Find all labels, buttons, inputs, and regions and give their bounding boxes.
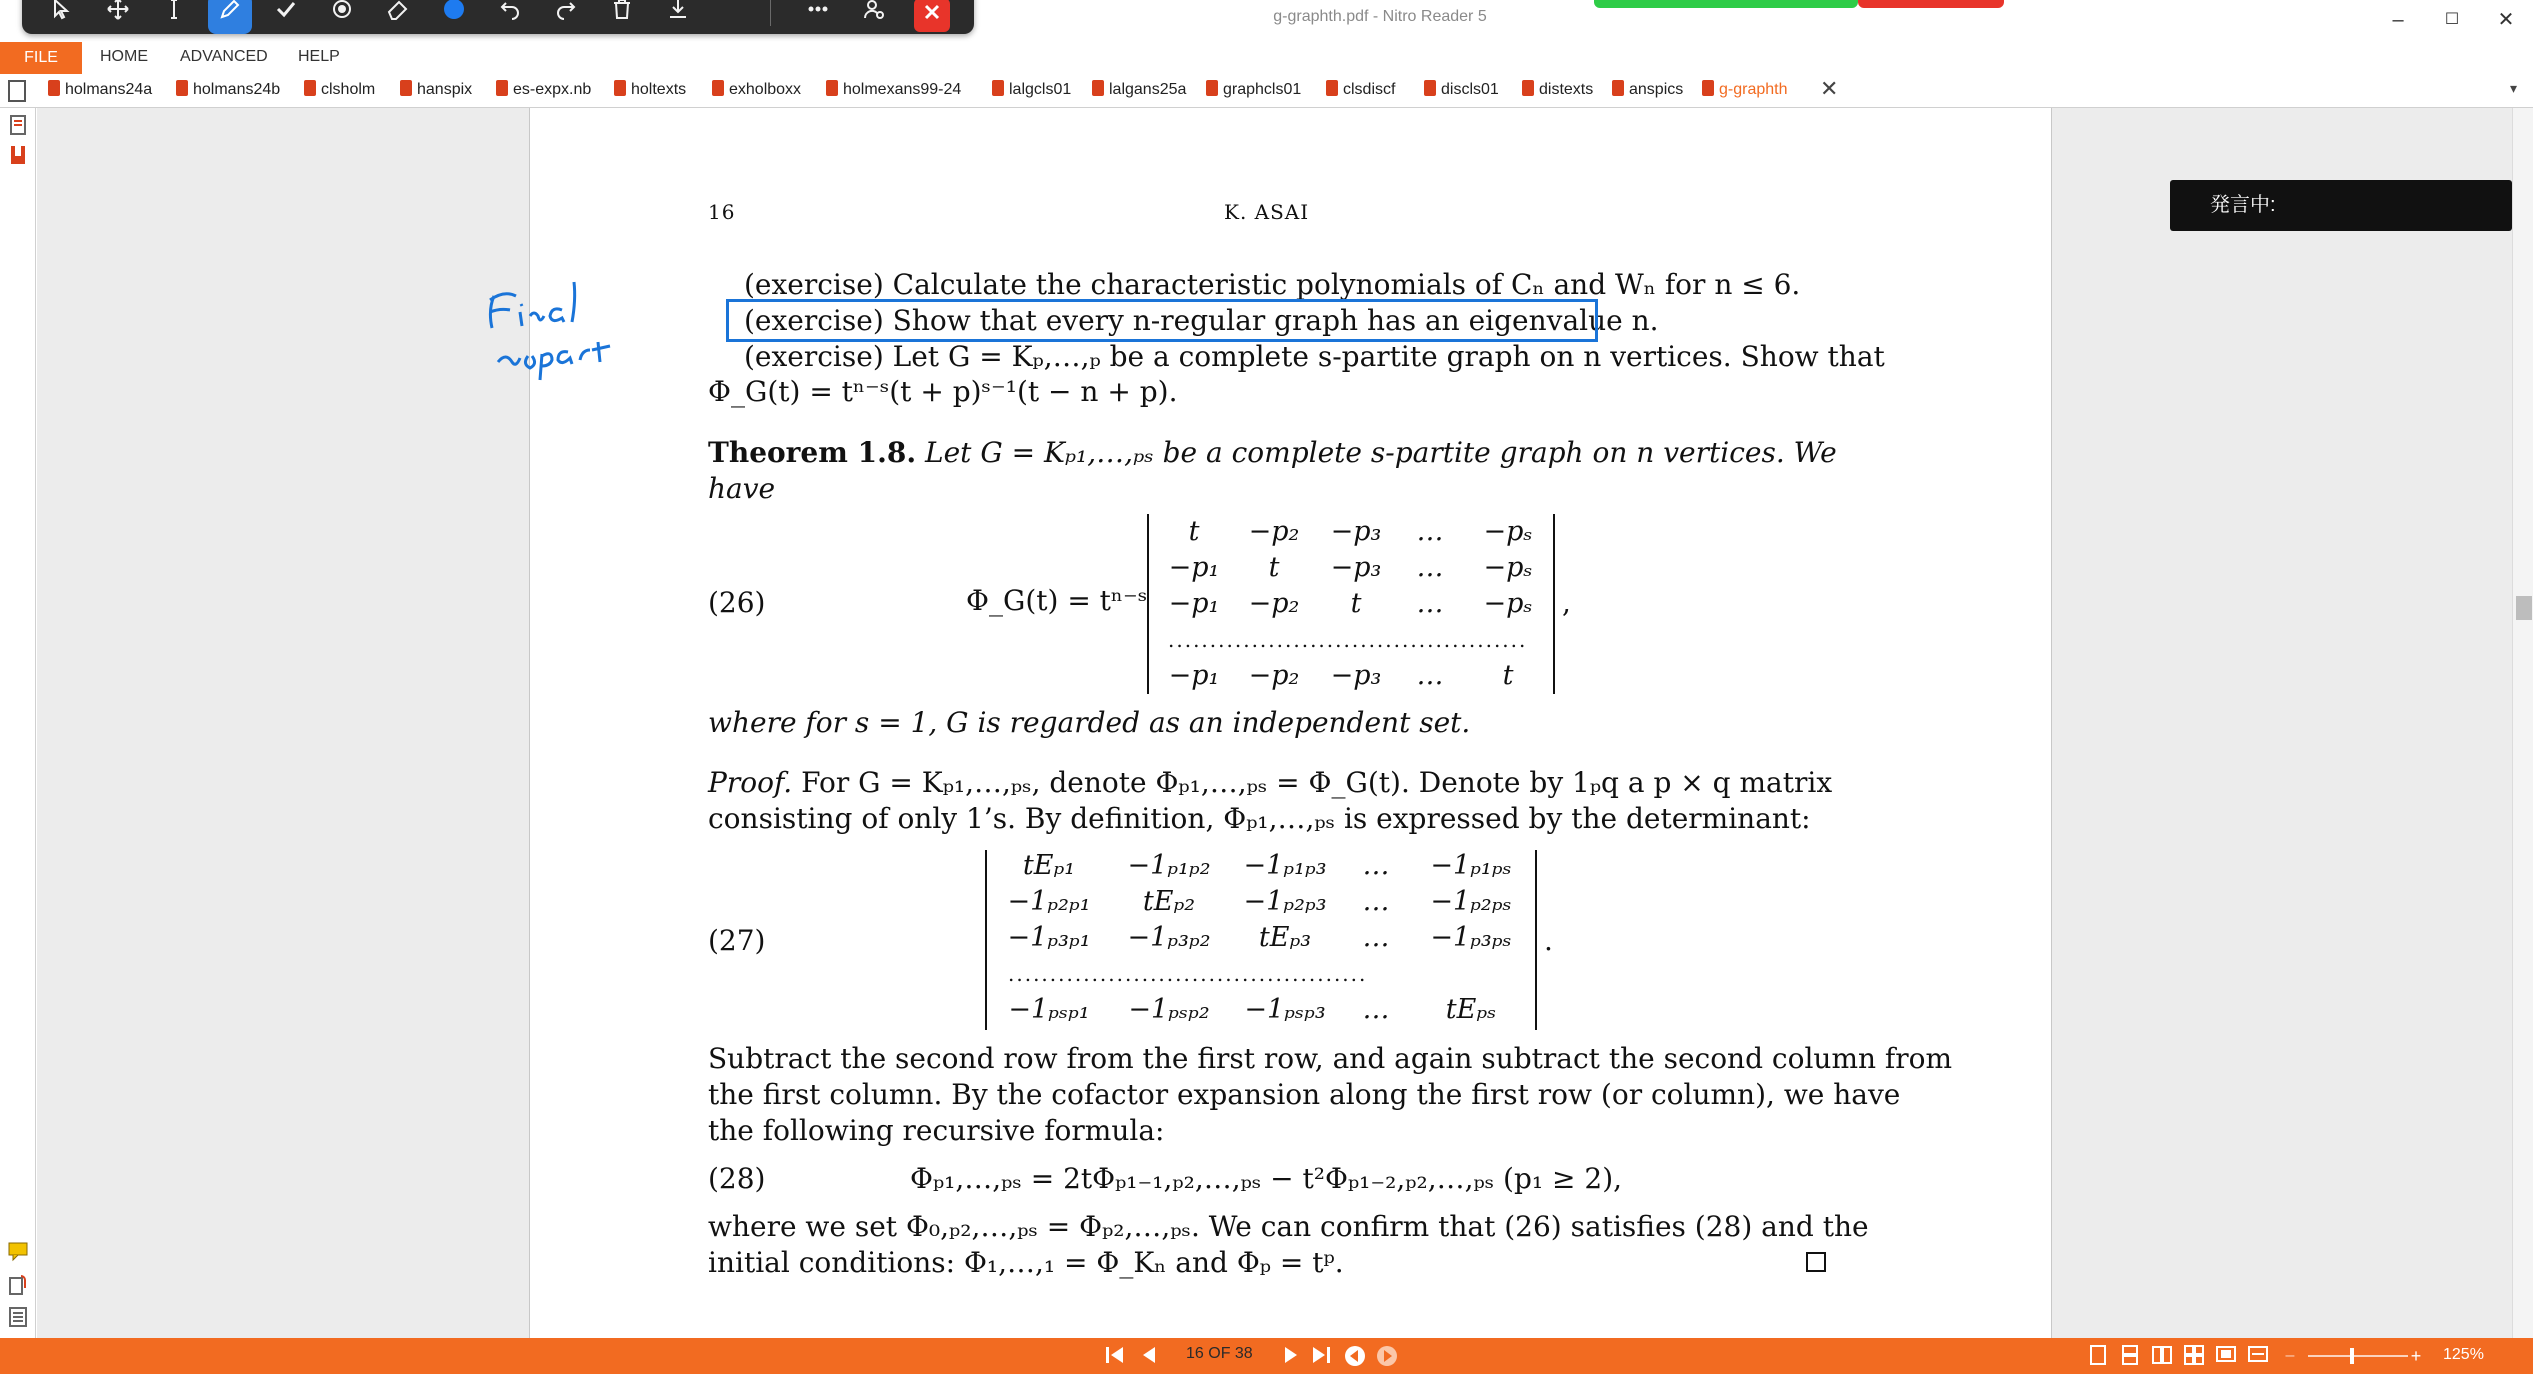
equation-28-label: (28) [708,1162,766,1195]
doc-tab[interactable]: clsholm [304,80,375,104]
where-line: where for s = 1, G is regarded as an independent set. [708,706,1471,739]
matrix26-cell: −p₁ [1168,588,1220,619]
color-picker-icon[interactable] [432,0,476,34]
left-sidebar [0,108,36,1338]
pdf-file-icon [48,80,60,96]
file-menu-tab[interactable]: FILE [0,42,82,74]
matrix27-cell: −1ₚₛₚ₂ [1128,994,1210,1025]
pages-panel-icon[interactable] [7,114,29,136]
equation-26-comma: , [1562,586,1571,619]
bookmarks-panel-icon[interactable] [7,144,29,166]
matrix26-dots: ........................................... [1168,628,1528,652]
matrix26-cell: −p₃ [1330,552,1382,583]
determinant-bar-left [1147,514,1149,694]
pdf-file-icon [1326,80,1338,96]
doc-tab[interactable]: exholboxx [712,80,801,104]
proof-word: Proof. [708,766,793,799]
theorem-heading: Theorem 1.8. [708,436,917,469]
pdf-file-icon [400,80,412,96]
output-panel-icon[interactable] [7,1306,29,1328]
theorem-text: Let G = Kₚ₁,…,ₚₛ be a complete s-partite graph on n vertices. We [925,436,1837,469]
single-page-view-icon[interactable] [2086,1344,2110,1368]
matrix26-cell: −pₛ [1483,516,1533,547]
handwritten-annotation [480,270,650,390]
qed-symbol [1806,1252,1826,1272]
document-tabs [0,74,2533,108]
matrix26-cell: −p₁ [1168,660,1220,691]
pdf-file-icon [1702,80,1714,96]
fit-width-icon[interactable] [2246,1344,2270,1368]
minimize-button[interactable]: – [2392,9,2404,31]
matrix27-cell: −1ₚ₁ₚₛ [1430,850,1512,881]
zoom-out-button[interactable]: – [2285,1347,2295,1364]
doc-tab[interactable]: distexts [1522,80,1593,104]
pdf-file-icon [1612,80,1624,96]
matrix27-cell: −1ₚ₃ₚₛ [1430,922,1512,953]
equation-26-lhs: Φ_G(t) = tⁿ⁻ˢ [966,584,1148,617]
equation-28: Φₚ₁,…,ₚₛ = 2tΦₚ₁₋₁,ₚ₂,…,ₚₛ − t²Φₚ₁₋₂,ₚ₂,…,ₚₛ (p₁ ≥ 2), [910,1162,1623,1195]
highlight-rectangle [726,299,1598,342]
doc-tab[interactable]: lalgans25a [1092,80,1186,104]
continuous-facing-view-icon[interactable] [2182,1344,2206,1368]
matrix27-cell: −1ₚ₁ₚ₃ [1243,850,1327,881]
matrix26-cell: … [1416,516,1444,547]
determinant-bar-right [1535,850,1537,1030]
progress-strip-red [1858,0,2004,8]
zoom-slider-handle[interactable] [2350,1348,2354,1364]
doc-tab[interactable]: holtexts [614,80,686,104]
matrix27-cell: … [1362,994,1390,1025]
matrix27-cell: −1ₚ₃ₚ₁ [1007,922,1091,953]
eraser-tool-icon[interactable] [376,0,420,34]
matrix27-dots: ........................................... [1008,962,1368,986]
toolbar-separator [770,0,771,26]
equation-26-label: (26) [708,586,766,619]
go-back-icon[interactable] [1340,1344,1370,1368]
matrix27-cell: −1ₚ₃ₚ₂ [1127,922,1211,953]
pdf-file-icon [826,80,838,96]
matrix27-cell: … [1362,850,1390,881]
matrix27-cell: −1ₚ₂ₚ₁ [1007,886,1091,917]
matrix26-cell: t [1188,516,1200,547]
matrix26-cell: −p₂ [1248,516,1300,547]
pdf-file-icon [1522,80,1534,96]
tab-home[interactable]: HOME [100,48,148,65]
doc-tab[interactable]: holmans24a [48,80,152,104]
theorem-line-1 [708,436,1837,469]
zoom-in-button[interactable]: + [2410,1346,2422,1366]
first-page-icon[interactable] [1100,1344,1130,1368]
doc-tab[interactable]: hanspix [400,80,472,104]
closing-line-1: where we set Φ₀,ₚ₂,…,ₚₛ = Φₚ₂,…,ₚₛ. We can confirm that (26) satisfies (28) and the [708,1210,1869,1243]
speaking-indicator: 発言中: [2170,180,2512,231]
maximize-button[interactable]: ☐ [2444,11,2460,28]
text-cursor-tool-icon[interactable] [152,0,196,34]
closing-line-2: initial conditions: Φ₁,…,₁ = Φ_Kₙ and Φₚ = tᵖ. [708,1246,1344,1279]
matrix27-cell: … [1362,922,1390,953]
close-tab-icon[interactable]: ✕ [1820,76,1839,101]
running-head: K. ASAI [1224,200,1310,224]
pdf-file-icon [304,80,316,96]
pdf-file-icon [1092,80,1104,96]
zoom-slider[interactable] [2308,1355,2408,1357]
doc-tab[interactable]: holmexans99-24 [826,80,961,104]
doc-tab[interactable]: anspics [1612,80,1683,104]
progress-strip-green [1594,0,1858,8]
exercise-line-3b: Φ_G(t) = tⁿ⁻ˢ(t + p)ˢ⁻¹(t − n + p). [708,375,1178,408]
download-icon[interactable] [656,0,700,34]
matrix26-cell: −pₛ [1483,552,1533,583]
matrix26-cell: −p₃ [1330,660,1382,691]
attachments-panel-icon[interactable] [7,1274,29,1296]
pointer-tool-icon[interactable] [40,0,84,34]
drawing-toolbar [22,0,974,34]
matrix27-cell: −1ₚₛₚ₃ [1244,994,1326,1025]
matrix26-cell: … [1416,660,1444,691]
paragraph-line-3: the following recursive formula: [708,1114,1165,1147]
zoom-level[interactable]: 125% [2443,1346,2484,1363]
matrix27-cell: tEₚ₁ [1022,850,1076,881]
exercise-line-1: (exercise) Calculate the characteristic polynomials of Cₙ and Wₙ for n ≤ 6. [744,268,1801,301]
tabs-menu-icon[interactable] [8,80,26,102]
matrix27-cell: −1ₚ₂ₚ₃ [1243,886,1327,917]
matrix26-cell: t [1350,588,1362,619]
theorem-line-2: have [708,472,776,505]
matrix26-cell: −p₃ [1330,516,1382,547]
user-settings-icon[interactable] [852,0,896,34]
doc-tab[interactable]: clsdiscf [1326,80,1395,104]
exercise-line-3: (exercise) Let G = Kₚ,…,ₚ be a complete s-partite graph on n vertices. Show that [744,340,1885,373]
determinant-bar-right [1553,514,1555,694]
equation-27-period: . [1544,924,1553,957]
doc-tab[interactable]: discls01 [1424,80,1499,104]
matrix27-cell: −1ₚₛₚ₁ [1008,994,1090,1025]
tab-help[interactable]: HELP [298,48,340,65]
matrix27-cell: −1ₚ₂ₚₛ [1430,886,1512,917]
matrix26-cell: … [1416,552,1444,583]
more-options-icon[interactable] [796,0,840,34]
matrix26-cell: t [1502,660,1514,691]
trash-icon[interactable] [600,0,644,34]
matrix26-cell: −p₁ [1168,552,1220,583]
proof-text: For G = Kₚ₁,…,ₚₛ, denote Φₚ₁,…,ₚₛ = Φ_G(t). Denote by 1ₚq a p × q matrix [801,766,1833,799]
matrix26-cell: −p₂ [1248,588,1300,619]
scrollbar-thumb[interactable] [2516,596,2532,620]
doc-tab[interactable]: es-expx.nb [496,80,591,104]
pdf-file-icon [712,80,724,96]
page-number: 16 [708,200,736,224]
previous-page-icon[interactable] [1134,1344,1164,1368]
check-tool-icon[interactable] [264,0,308,34]
pdf-file-icon [496,80,508,96]
close-toolbar-icon[interactable] [914,0,950,32]
tab-advanced[interactable]: ADVANCED [180,48,268,65]
doc-tab[interactable]: lalgcls01 [992,80,1071,104]
paragraph-line-1: Subtract the second row from the first row, and again subtract the second column from [708,1042,1953,1075]
pdf-file-icon [1206,80,1218,96]
ribbon-bar [0,42,2533,74]
comments-panel-icon[interactable] [7,1240,29,1262]
pdf-file-icon [1424,80,1436,96]
matrix26-cell: −p₂ [1248,660,1300,691]
last-page-icon[interactable] [1306,1344,1336,1368]
matrix26-cell: −pₛ [1483,588,1533,619]
matrix27-cell: tEₚₛ [1445,994,1497,1025]
pdf-file-icon [992,80,1004,96]
tabs-overflow-icon[interactable]: ▾ [2510,80,2518,96]
status-bar [0,1338,2533,1374]
determinant-bar-left [985,850,987,1030]
window-title: g-graphth.pdf - Nitro Reader 5 [1273,8,1487,25]
doc-tab-active[interactable]: g-graphth [1702,80,1788,104]
equation-27-label: (27) [708,924,766,957]
laser-tool-icon[interactable] [320,0,364,34]
doc-tab[interactable]: graphcls01 [1206,80,1301,104]
exercise-line-2: (exercise) Show that every n-regular graph has an eigenvalue n. [744,304,1659,337]
pen-tool-icon[interactable] [208,0,252,34]
matrix27-cell: tEₚ₃ [1258,922,1312,953]
facing-view-icon[interactable] [2150,1344,2174,1368]
next-page-icon[interactable] [1276,1344,1306,1368]
move-tool-icon[interactable] [96,0,140,34]
matrix26-cell: … [1416,588,1444,619]
go-forward-icon[interactable] [1372,1344,1402,1368]
paragraph-line-2: the first column. By the cofactor expansion along the first row (or column), we have [708,1078,1901,1111]
pdf-file-icon [614,80,626,96]
pdf-file-icon [176,80,188,96]
redo-icon[interactable] [544,0,588,34]
fit-page-icon[interactable] [2214,1344,2238,1368]
matrix26-cell: t [1268,552,1280,583]
continuous-view-icon[interactable] [2118,1344,2142,1368]
undo-icon[interactable] [488,0,532,34]
proof-line-1 [708,766,1832,799]
vertical-scrollbar[interactable] [2512,108,2533,1338]
matrix27-cell: tEₚ₂ [1142,886,1196,917]
matrix27-cell: … [1362,886,1390,917]
close-window-button[interactable]: ✕ [2497,9,2515,31]
doc-tab[interactable]: holmans24b [176,80,280,104]
page-indicator[interactable]: 16 OF 38 [1186,1345,1253,1362]
proof-line-2: consisting of only 1’s. By definition, Φₚ₁,…,ₚₛ is expressed by the determinant: [708,802,1811,835]
matrix27-cell: −1ₚ₁ₚ₂ [1127,850,1211,881]
